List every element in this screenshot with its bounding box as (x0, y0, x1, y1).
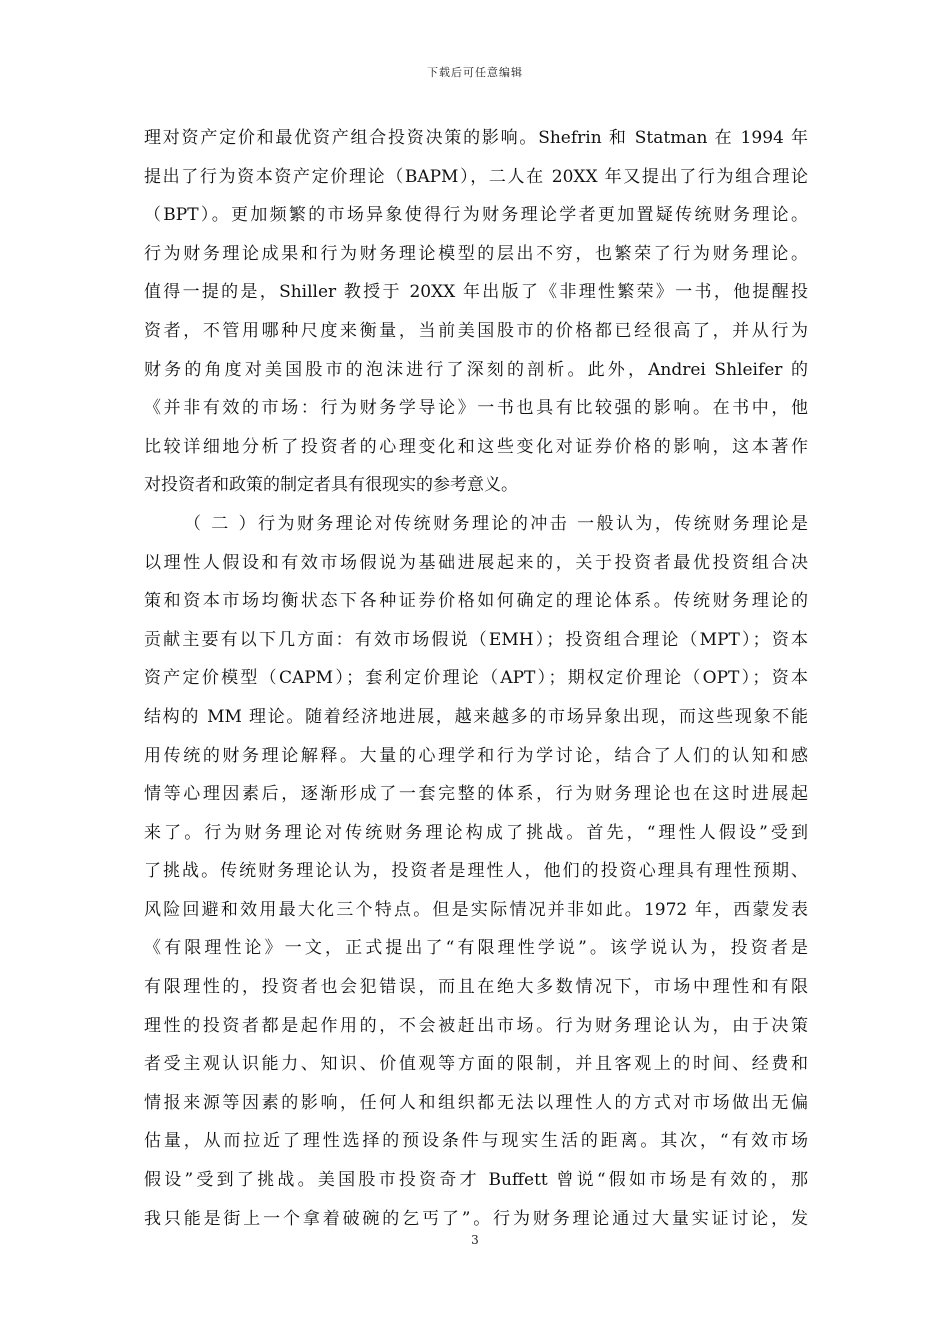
text-line: 资者，不管用哪种尺度来衡量，当前美国股市的价格都已经很高了，并从行为 (144, 320, 808, 341)
text-line: 贡献主要有以下几方面：有效市场假说（EMH）；投资组合理论（MPT）；资本 (144, 629, 808, 650)
text-line: 了挑战。传统财务理论认为，投资者是理性人，他们的投资心理具有理性预期、 (144, 861, 808, 882)
paragraph-1 (144, 119, 808, 505)
page-number: 3 (471, 1233, 479, 1247)
text-line: 比较详细地分析了投资者的心理变化和这些变化对证券价格的影响，这本著作 (144, 436, 808, 457)
page-header: 下载后可任意编辑 (427, 66, 523, 79)
text-line: 提出了行为资本资产定价理论（BAPM），二人在 20XX 年又提出了行为组合理论 (144, 166, 808, 187)
text-line: 有限理性的，投资者也会犯错误，而且在绝大多数情况下，市场中理性和有限 (144, 977, 808, 998)
text-line: 资产定价模型（CAPM）；套利定价理论（APT）；期权定价理论（OPT）；资本 (144, 668, 808, 689)
text-line: 情等心理因素后，逐渐形成了一套完整的体系，行为财务理论也在这时进展起 (144, 784, 808, 805)
text-line: 风险回避和效用最大化三个特点。但是实际情况并非如此。1972 年，西蒙发表 (144, 899, 808, 920)
text-line: 策和资本市场均衡状态下各种证券价格如何确定的理论体系。传统财务理论的 (144, 591, 808, 612)
text-line: 来了。行为财务理论对传统财务理论构成了挑战。首先，“理性人假设”受到 (144, 822, 808, 843)
text-line: 估量，从而拉近了理性选择的预设条件与现实生活的距离。其次，“有效市场 (144, 1131, 808, 1152)
text-line: 情报来源等因素的影响，任何人和组织都无法以理性人的方式对市场做出无偏 (144, 1092, 808, 1113)
text-line: 理对资产定价和最优资产组合投资决策的影响。Shefrin 和 Statman 在 1994 年 (144, 128, 808, 148)
text-line: 结构的 MM 理论。随着经济地进展，越来越多的市场异象出现，而这些现象不能 (144, 706, 808, 727)
text-line: 理性的投资者都是起作用的，不会被赶出市场。行为财务理论认为，由于决策 (144, 1015, 808, 1036)
text-line: 对投资者和政策的制定者具有很现实的参考意义。 (144, 475, 518, 496)
text-line: 《有限理性论》一文，正式提出了“有限理性学说”。该学说认为，投资者是 (144, 938, 808, 959)
text-line: 《并非有效的市场：行为财务学导论》一书也具有比较强的影响。在书中，他 (144, 398, 808, 419)
paragraph-2 (144, 505, 808, 1238)
text-line: （ 二 ）行为财务理论对传统财务理论的冲击 一般认为，传统财务理论是 (184, 513, 808, 534)
text-line: （BPT）。更加频繁的市场异象使得行为财务理论学者更加置疑传统财务理论。 (144, 205, 808, 226)
text-line: 以理性人假设和有效市场假说为基础进展起来的，关于投资者最优投资组合决 (144, 552, 808, 573)
text-line: 用传统的财务理论解释。大量的心理学和行为学讨论，结合了人们的认知和感 (144, 745, 808, 766)
text-line: 者受主观认识能力、知识、价值观等方面的限制，并且客观上的时间、经费和 (144, 1054, 808, 1075)
text-line: 行为财务理论成果和行为财务理论模型的层出不穷，也繁荣了行为财务理论。 (144, 243, 808, 264)
text-line: 假设”受到了挑战。美国股市投资奇才 Buffett 曾说“假如市场是有效的，那 (144, 1170, 808, 1191)
document-body (144, 119, 808, 1238)
text-line: 财务的角度对美国股市的泡沫进行了深刻的剖析。此外，Andrei Shleifer 的 (144, 359, 808, 380)
text-line: 我只能是街上一个拿着破碗的乞丐了”。行为财务理论通过大量实证讨论，发 (144, 1208, 808, 1229)
text-line: 值得一提的是，Shiller 教授于 20XX 年出版了《非理性繁荣》一书，他提醒投 (144, 282, 808, 303)
